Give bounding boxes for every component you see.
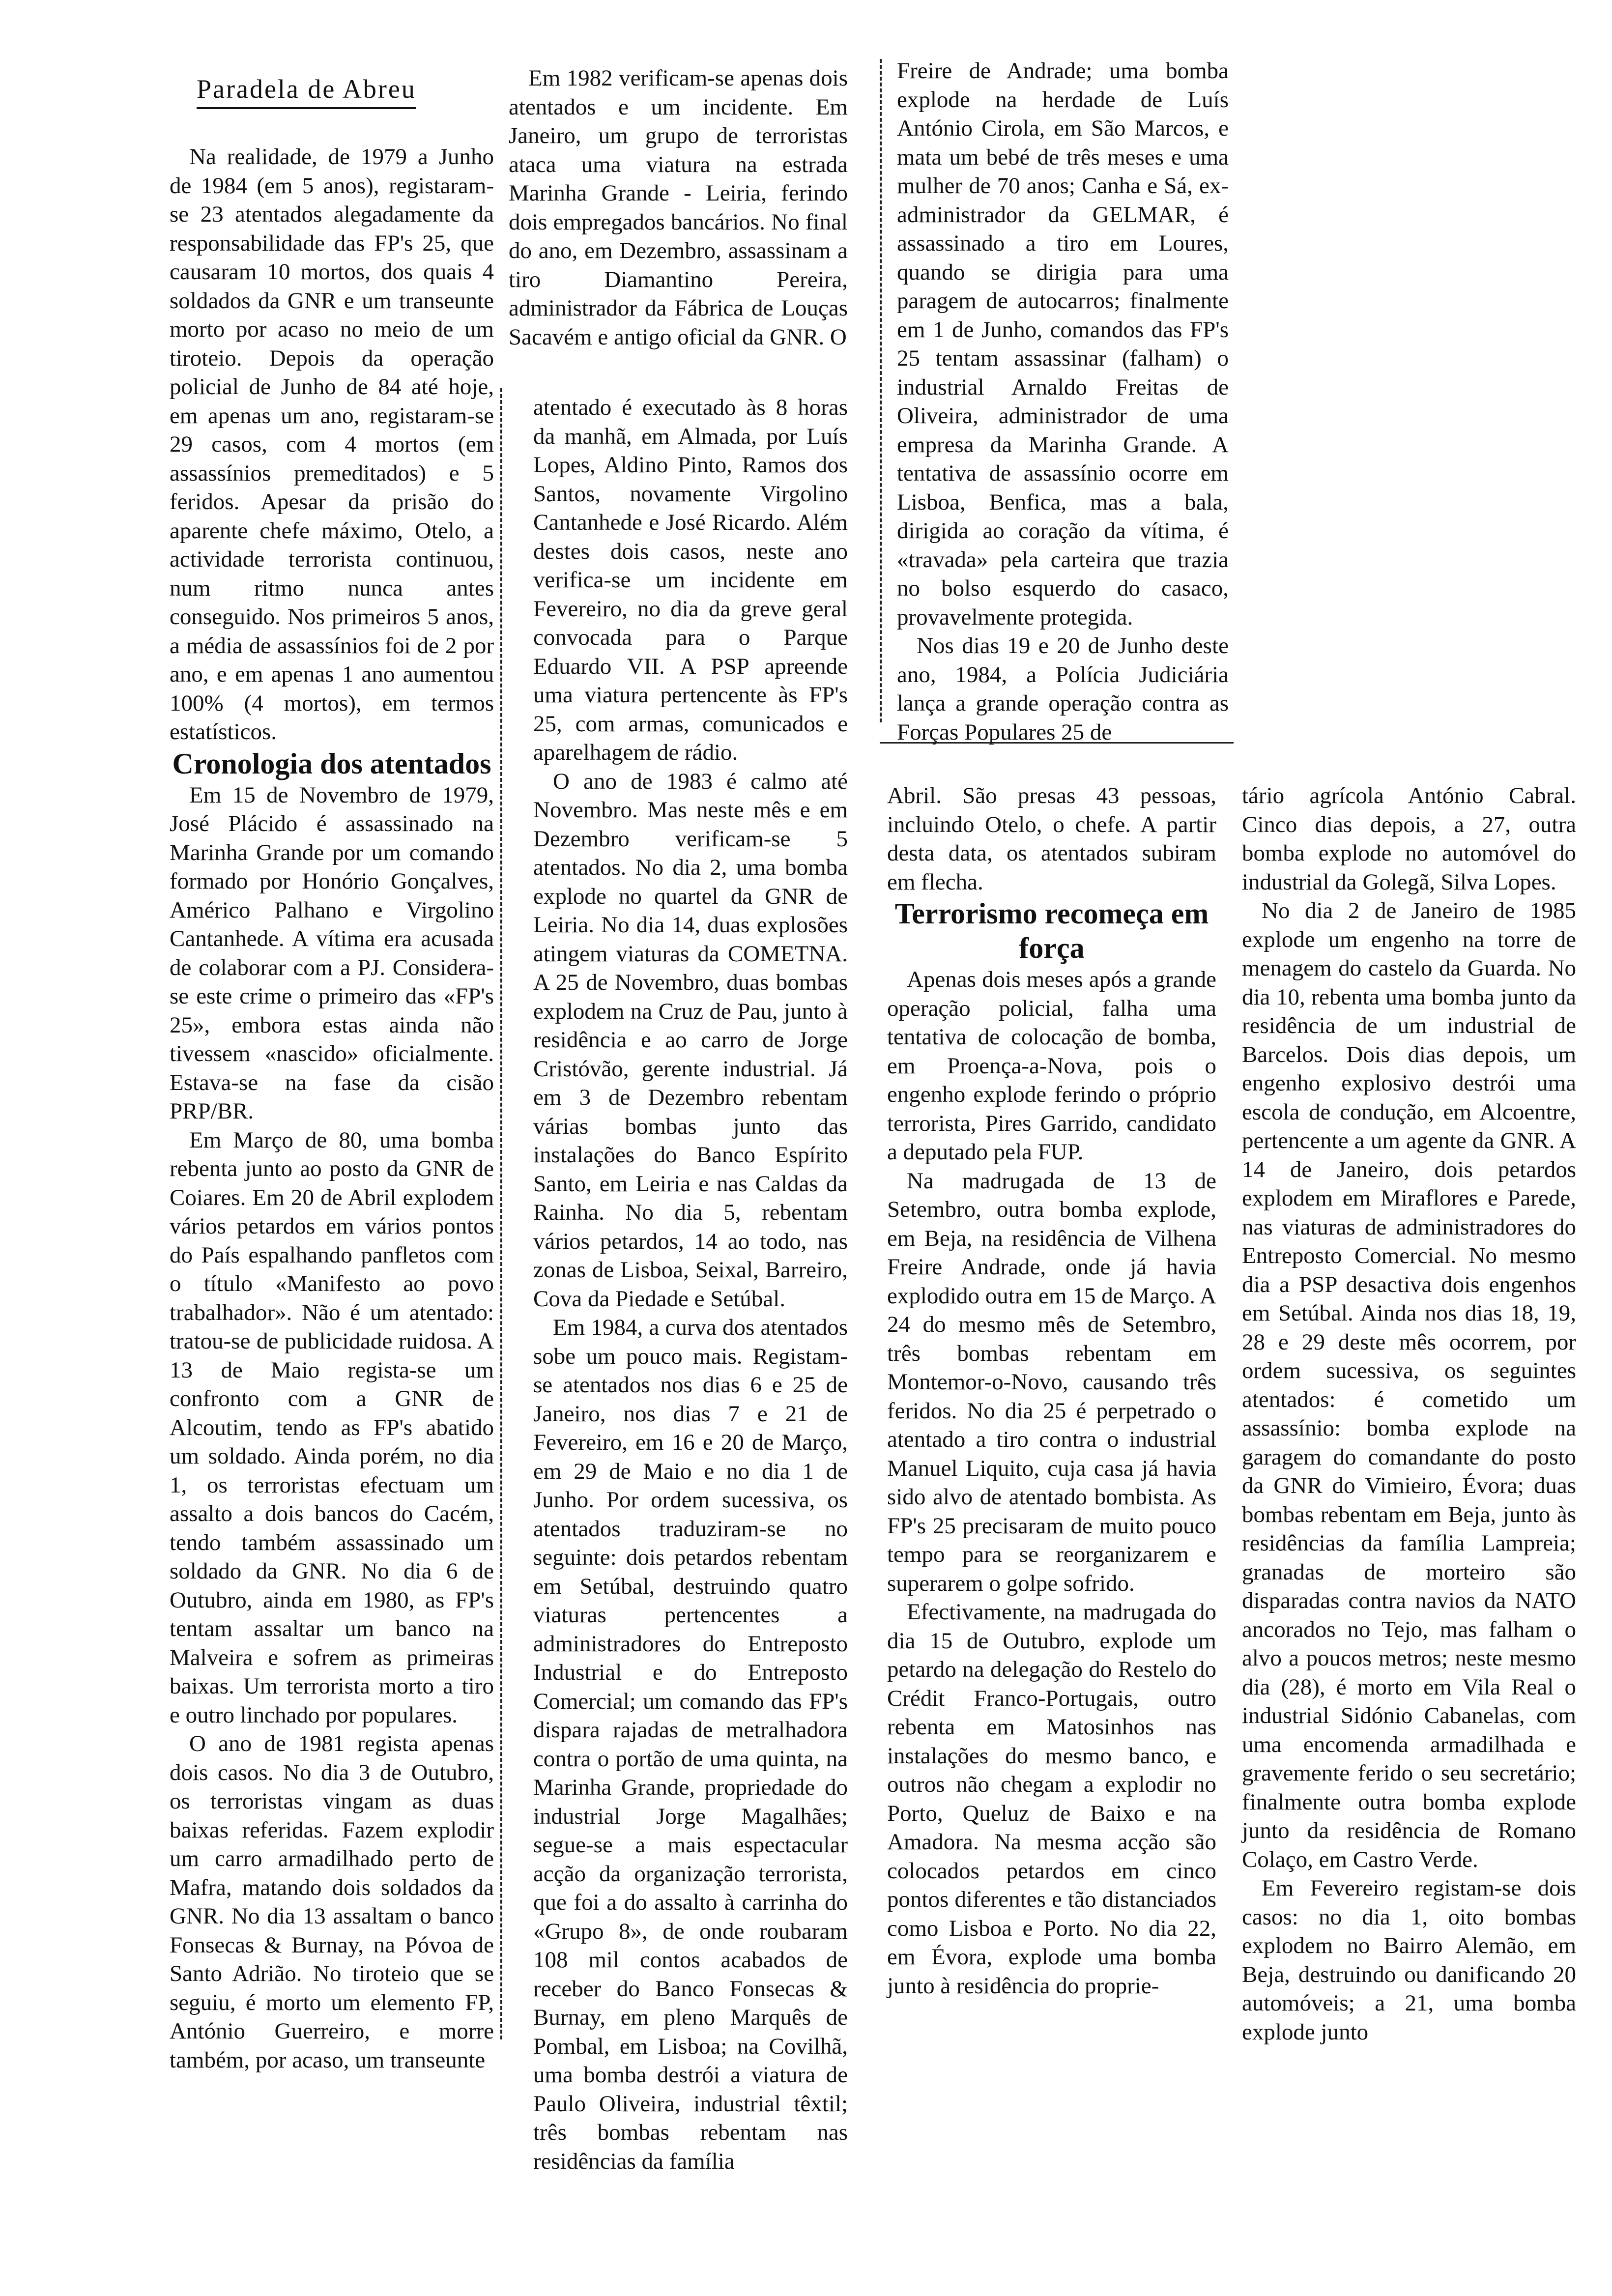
section-heading: Cronologia dos atentados: [172, 747, 491, 780]
section-heading: Terrorismo recomeça em força: [894, 897, 1209, 964]
paragraph: atentado é executado às 8 horas da manhã, em Almada, por Luís Lopes, Aldino Pinto, Ramos dos Santos, novamente Virgolino Cantanhede e José Ricardo. Além destes dois casos, neste ano verifica-se um incidente em Fevereiro, no dia da greve geral convocada para o Parque Eduardo VII. A PSP apreende uma viatura pertencente às FP's 25, com armas, comunicados e aparelhagem de rádio.: [533, 395, 848, 765]
column-2-bottom: [533, 393, 848, 2176]
paragraph: Na realidade, de 1979 a Junho de 1984 (em 5 anos), registaram-se 23 atentados alegadamente da responsabilidade das FP's 25, que causaram 10 mortos, dos quais 4 soldados da GNR e um transeunte morto por acaso no meio de um tiroteio. Depois da operação policial de Junho de 84 até hoje, em apenas um ano, registaram-se 29 casos, com 4 mortos (em assassínios premeditados) e 5 feridos. Apesar da prisão do aparente chefe máximo, Otelo, a actividade terrorista continuou, num ritmo nunca antes conseguido. Nos primeiros 5 anos, a média de assassínios foi de 2 por ano, e em apenas 1 ano aumentou 100% (4 mortos), em termos estatísticos.: [170, 144, 494, 745]
column-divider: [880, 59, 882, 722]
paragraph: tário agrícola António Cabral. Cinco dias depois, a 27, outra bomba explode no automóvel do industrial da Golegã, Silva Lopes.: [1242, 783, 1576, 895]
column-divider: [500, 388, 502, 2039]
column-2-top: [509, 64, 848, 351]
column-3-bottom: [887, 781, 1216, 2000]
paragraph: Em 1984, a curva dos atentados sobe um pouco mais. Registam-se atentados nos dias 6 e 25 de Janeiro, nos dias 7 e 21 de Fevereiro, em 16 e 20 de Março, em 29 de Maio e no dia 1 de Junho. Por ordem sucessiva, os atentados traduziram-se no seguinte: dois petardos rebentam em Setúbal, destruindo quatro viaturas pertencentes a administradores do Entreposto Industrial e do Entreposto Comercial; um comando das FP's dispara rajadas de metralhadora contra o portão de uma quinta, na Marinha Grande, propriedade do industrial Jorge Magalhães; segue-se a mais espectacular acção da organização terrorista, que foi a do assalto à carrinha do «Grupo 8», de onde roubaram 108 mil contos acabados de receber do Banco Fonsecas & Burnay, em pleno Marquês de Pombal, em Lisboa; na Covilhã, uma bomba destrói a viatura de Paulo Oliveira, industrial têxtil; três bombas rebentam nas residências da família: [533, 1315, 848, 2174]
paragraph: Apenas dois meses após a grande operação policial, falha uma tentativa de colocação de bomba, em Proença-a-Nova, pois o engenho explode ferindo o próprio terrorista, Pires Garrido, candidato a deputado pela FUP.: [887, 967, 1216, 1165]
paragraph: Abril. São presas 43 pessoas, incluindo Otelo, o chefe. A partir desta data, os atentados subiram em flecha.: [887, 783, 1216, 895]
paragraph: Em Fevereiro registam-se dois casos: no dia 1, oito bombas explodem no Bairro Alemão, em Beja, destruindo ou danificando 20 automóveis; a 21, uma bomba explode junto: [1242, 1875, 1576, 2045]
paragraph: Efectivamente, na madrugada do dia 15 de Outubro, explode um petardo na delegação do Restelo do Crédit Franco-Portugais, outro rebenta em Matosinhos nas instalações do mesmo banco, e outros não chegam a explodir no Porto, Queluz de Baixo e na Amadora. Na mesma acção são colocados petardos em cinco pontos diferentes e tão distanciados como Lisboa e Porto. No dia 22, em Évora, explode uma bomba junto à residência do proprie-: [887, 1599, 1216, 1999]
paragraph: Em 1982 verificam-se apenas dois atentados e um incidente. Em Janeiro, um grupo de terroristas ataca uma viatura na estrada Marinha Grande - Leiria, ferindo dois empregados bancários. No final do ano, em Dezembro, assassinam a tiro Diamantino Pereira, administrador da Fábrica de Louças Sacavém e antigo oficial da GNR. O: [509, 65, 848, 350]
paragraph: O ano de 1981 regista apenas dois casos. No dia 3 de Outubro, os terroristas vingam as duas baixas referidas. Fazem explodir um carro armadilhado perto de Mafra, matando dois soldados da GNR. No dia 13 assaltam o banco Fonsecas & Burnay, na Póvoa de Santo Adrião. No tiroteio que se seguiu, é morto um elemento FP, António Guerreiro, e morre também, por acaso, um transeunte: [170, 1731, 494, 2073]
paragraph: Em 15 de Novembro de 1979, José Plácido é assassinado na Marinha Grande por um comando formado por Honório Gonçalves, Américo Palhano e Virgolino Cantanhede. A vítima era acusada de colaborar com a PJ. Considera-se este crime o primeiro das «FP's 25», embora estas ainda não tivessem «nascido» oficialmente. Estava-se na fase da cisão PRP/BR.: [170, 782, 494, 1124]
paragraph: O ano de 1983 é calmo até Novembro. Mas neste mês e em Dezembro verificam-se 5 atentados. No dia 2, uma bomba explode no quartel da GNR de Leiria. No dia 14, duas explosões atingem viaturas da COMETNA. A 25 de Novembro, duas bombas explodem na Cruz de Pau, junto à residência e ao carro de Jorge Cristóvão, gerente industrial. Já em 3 de Dezembro rebentam várias bombas junto das instalações do Banco Espírito Santo, em Leiria e nas Caldas da Rainha. No dia 5, rebentam vários petardos, 14 ao todo, nas zonas de Lisboa, Seixal, Barreiro, Cova da Piedade e Setúbal.: [533, 768, 848, 1312]
paragraph: Na madrugada de 13 de Setembro, outra bomba explode, em Beja, na residência de Vilhena Freire Andrade, onde já havia explodido outra em 15 de Março. A 24 do mesmo mês de Setembro, três bombas rebentam em Montemor-o-Novo, causando três feridos. No dia 25 é perpetrado o atentado a tiro contra o industrial Manuel Liquito, cuja casa já havia sido alvo de atentado bombista. As FP's 25 precisaram de muito pouco tempo para se reorganizarem e superarem o golpe sofrido.: [887, 1168, 1216, 1596]
column-4: [1242, 781, 1576, 2046]
paragraph: Em Março de 80, uma bomba rebenta junto ao posto da GNR de Coiares. Em 20 de Abril explodem vários petardos em vários pontos do País espalhando panfletos com o título «Manifesto ao povo trabalhador». Não é um atentado: tratou-se de publicidade ruidosa. A 13 de Maio regista-se um confronto com a GNR de Alcoutim, tendo as FP's abatido um soldado. Ainda porém, no dia 1, os terroristas efectuam um assalto a dois bancos do Cacém, tendo também assassinado um soldado da GNR. No dia 6 de Outubro, ainda em 1980, as FP's tentam assaltar um banco na Malveira e sofrem as primeiras baixas. Um terrorista morto a tiro e outro linchado por populares.: [170, 1127, 494, 1728]
column-3-top: [897, 57, 1229, 746]
box-rule: [880, 742, 1234, 744]
paragraph: Freire de Andrade; uma bomba explode na herdade de Luís António Cirola, em São Marcos, e mata um bebé de três meses e uma mulher de 70 anos; Canha e Sá, ex-administrador da GELMAR, é assassinado a tiro em Loures, quando se dirigia para uma paragem de autocarros; finalmente em 1 de Junho, comandos das FP's 25 tentam assassinar (falham) o industrial Arnaldo Freitas de Oliveira, administrador de uma empresa da Marinha Grande. A tentativa de assassínio ocorre em Lisboa, Benfica, mas a bala, dirigida ao coração da vítima, é «travada» pela carteira que trazia no bolso esquerdo do casaco, provavelmente protegida.: [897, 58, 1229, 630]
column-1: [170, 143, 494, 2074]
paragraph: No dia 2 de Janeiro de 1985 explode um engenho na torre de menagem do castelo da Guarda. No dia 10, rebenta uma bomba junto da residência de um industrial de Barcelos. Dois dias depois, um engenho explosivo destrói uma escola de condução, em Alcoentre, pertencente a um agente da GNR. A 14 de Janeiro, dois petardos explodem em Miraflores e Parede, nas viaturas de administradores do Entreposto Comercial. No mesmo dia a PSP desactiva dois engenhos em Setúbal. Ainda nos dias 18, 19, 28 e 29 deste mês ocorrem, por ordem sucessiva, os seguintes atentados: é cometido um assassínio: bomba explode na garagem do comandante do posto da GNR do Vimieiro, Évora; duas bombas rebentam em Beja, junto às residências da família Lampreia; granadas de morteiro são disparadas contra navios da NATO ancorados no Tejo, mas falham o alvo a poucos metros; neste mesmo dia (28), é morto em Vila Real o industrial Sidónio Cabanelas, com uma encomenda armadilhada e gravemente ferido o seu secretário; finalmente outra bomba explode junto da residência de Romano Colaço, em Castro Verde.: [1242, 898, 1576, 1872]
byline: Paradela de Abreu: [197, 74, 416, 109]
paragraph: Nos dias 19 e 20 de Junho deste ano, 1984, a Polícia Judiciária lança a grande operação contra as Forças Populares 25 de: [897, 633, 1229, 745]
